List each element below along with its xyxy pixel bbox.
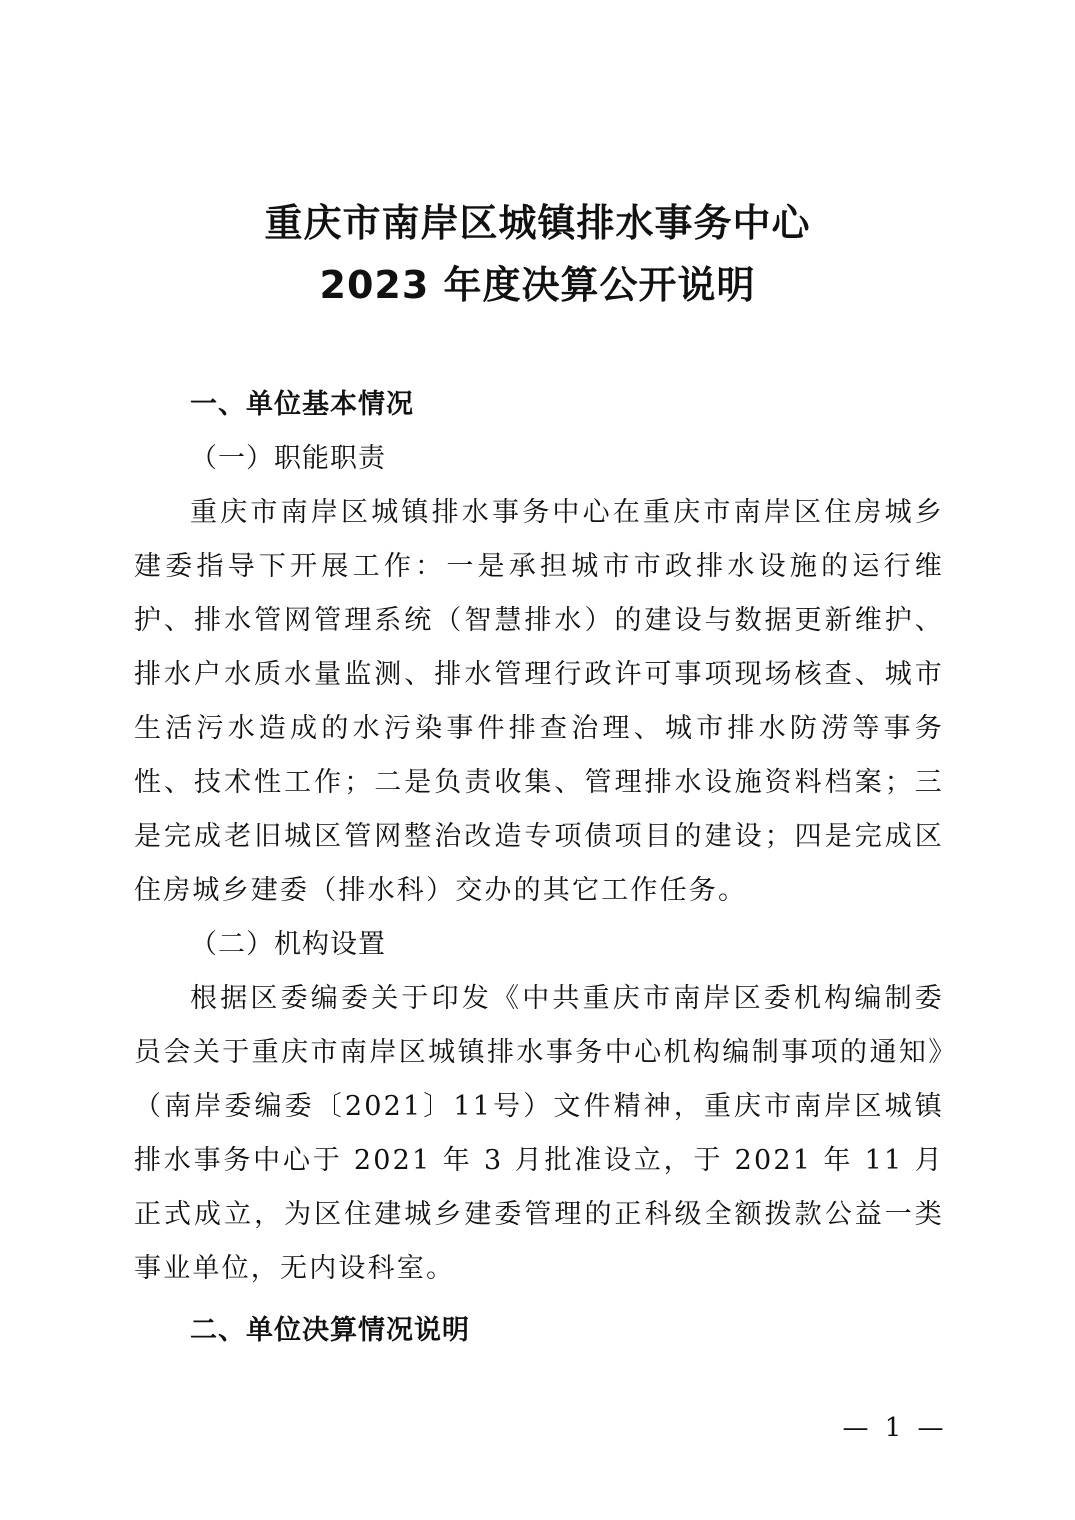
page-number: — 1 — xyxy=(842,1413,948,1443)
section-heading-basic-info: 一、单位基本情况 xyxy=(190,389,414,420)
paragraph-organization: 根据区委编委关于印发《中共重庆市南岸区委机构编制委员会关于重庆市南岸区城镇排水事务中心机构编制事项的通知》（南岸委编委〔2021〕11号）文件精神，重庆市南岸区城镇排水事务中心于 2021 年 3 月批准设立，于 2021 年 11 月正式成立，为区住建城乡建委管理的正科级全额拨款公益一类事业单位，无内设科室。 xyxy=(134,983,944,1284)
section-heading-final-accounts: 二、单位决算情况说明 xyxy=(190,1315,470,1346)
document-body xyxy=(134,378,944,1358)
subsection-heading-duties: （一）职能职责 xyxy=(190,443,386,474)
document-title xyxy=(0,192,1075,316)
title-line-1: 重庆市南岸区城镇排水事务中心 xyxy=(264,201,811,245)
section-spacer xyxy=(134,1296,944,1304)
paragraph-duties: 重庆市南岸区城镇排水事务中心在重庆市南岸区住房城乡建委指导下开展工作：一是承担城市市政排水设施的运行维护、排水管网管理系统（智慧排水）的建设与数据更新维护、排水户水质水量监测、排水管理行政许可事项现场核查、城市生活污水造成的水污染事件排查治理、城市排水防涝等事务性、技术性工作；二是负责收集、管理排水设施资料档案；三是完成老旧城区管网整治改造专项债项目的建设；四是完成区住房城乡建委（排水科）交办的其它工作任务。 xyxy=(134,497,944,906)
title-line-2: 2023 年度决算公开说明 xyxy=(319,263,756,307)
subsection-heading-organization: （二）机构设置 xyxy=(190,929,386,960)
